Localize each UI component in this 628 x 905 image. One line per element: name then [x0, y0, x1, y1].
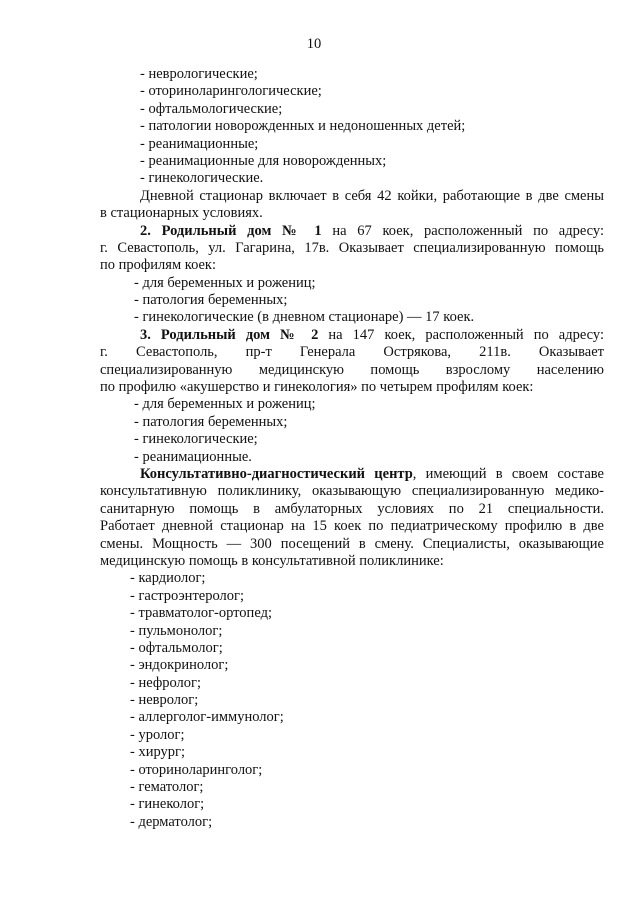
paragraph-line: консультативную поликлинику, оказывающую специализированную медико- — [100, 483, 604, 500]
maternity-1-heading: 2. Родильный дом № 1 — [140, 222, 322, 239]
list-item: - кардиолог; — [130, 570, 206, 587]
list-item: - травматолог-ортопед; — [130, 605, 272, 622]
paragraph-line: медицинскую помощь в консультативной поликлинике: — [100, 552, 444, 569]
paragraph-text: на 147 коек, расположенный по адресу: — [318, 326, 604, 343]
specialists-list — [100, 570, 604, 831]
page-number: 10 — [306, 36, 322, 52]
paragraph-line: Дневной стационар включает в себя 42 койки, работающие в две смены — [140, 187, 604, 204]
list-item: - гинекологические. — [140, 170, 264, 187]
paragraph-line: санитарную помощь в амбулаторных условиях по 21 специальности. — [100, 500, 604, 517]
paragraph-line: по профилю «акушерство и гинекология» по четырем профилям коек: — [100, 379, 534, 396]
list-item: - оториноларинголог; — [130, 761, 263, 778]
list-item: - гинекологические (в дневном стационаре) — 17 коек. — [134, 309, 475, 326]
list-item: - гинеколог; — [130, 796, 205, 813]
paragraph-line — [100, 223, 604, 240]
paragraph-line — [100, 327, 604, 344]
list-item: - патологии новорожденных и недоношенных детей; — [140, 118, 466, 135]
maternity-2-heading: 3. Родильный дом № 2 — [140, 326, 319, 343]
paragraph-line: г. Севастополь, ул. Гагарина, 17в. Оказывает специализированную помощь — [100, 239, 604, 256]
list-item: - реанимационные; — [140, 135, 259, 152]
list-item: - аллерголог-иммунолог; — [130, 709, 284, 726]
list-item: - офтальмолог; — [130, 639, 223, 656]
paragraph-line: в стационарных условиях. — [100, 205, 263, 222]
paragraph-line: смены. Мощность — 300 посещений в смену. Специалисты, оказывающие — [100, 535, 604, 552]
list-item: - эндокринолог; — [130, 657, 229, 674]
paragraph-line: г. Севастополь, пр-т Генерала Острякова, 211в. Оказывает — [100, 344, 604, 361]
list-item: - реанимационные. — [134, 448, 252, 465]
page-content — [100, 66, 604, 831]
list-item: - пульмонолог; — [130, 622, 223, 639]
list-item: - офтальмологические; — [140, 100, 283, 117]
kdc-heading: Консультативно-диагностический центр — [140, 465, 413, 482]
paragraph-text: на 67 коек, расположенный по адресу: — [321, 222, 604, 239]
list-item: - реанимационные для новорожденных; — [140, 152, 387, 169]
paragraph-text: , имеющий в своем составе — [412, 465, 604, 482]
list-item: - оториноларингологические; — [140, 83, 322, 100]
list-item: - гематолог; — [130, 779, 204, 796]
list-item: - дерматолог; — [130, 813, 213, 830]
list-item: - патология беременных; — [134, 413, 288, 430]
list-item: - нефролог; — [130, 674, 201, 691]
list-item: - гастроэнтеролог; — [130, 587, 244, 604]
paragraph-line: по профилям коек: — [100, 257, 216, 274]
list-item: - хирург; — [130, 744, 185, 761]
list-item: - невролог; — [130, 692, 199, 709]
list-item: - неврологические; — [140, 66, 258, 82]
paragraph-line: специализированную медицинскую помощь взрослому населению — [100, 361, 604, 378]
list-item: - гинекологические; — [134, 431, 258, 448]
list-item: - патология беременных; — [134, 292, 288, 309]
list-item: - для беременных и рожениц; — [134, 274, 316, 291]
paragraph-line — [100, 466, 604, 483]
paragraph-line: Работает дневной стационар на 15 коек по педиатрическому профилю в две — [100, 518, 604, 535]
list-item: - для беременных и рожениц; — [134, 396, 316, 413]
list-item: - уролог; — [130, 726, 185, 743]
